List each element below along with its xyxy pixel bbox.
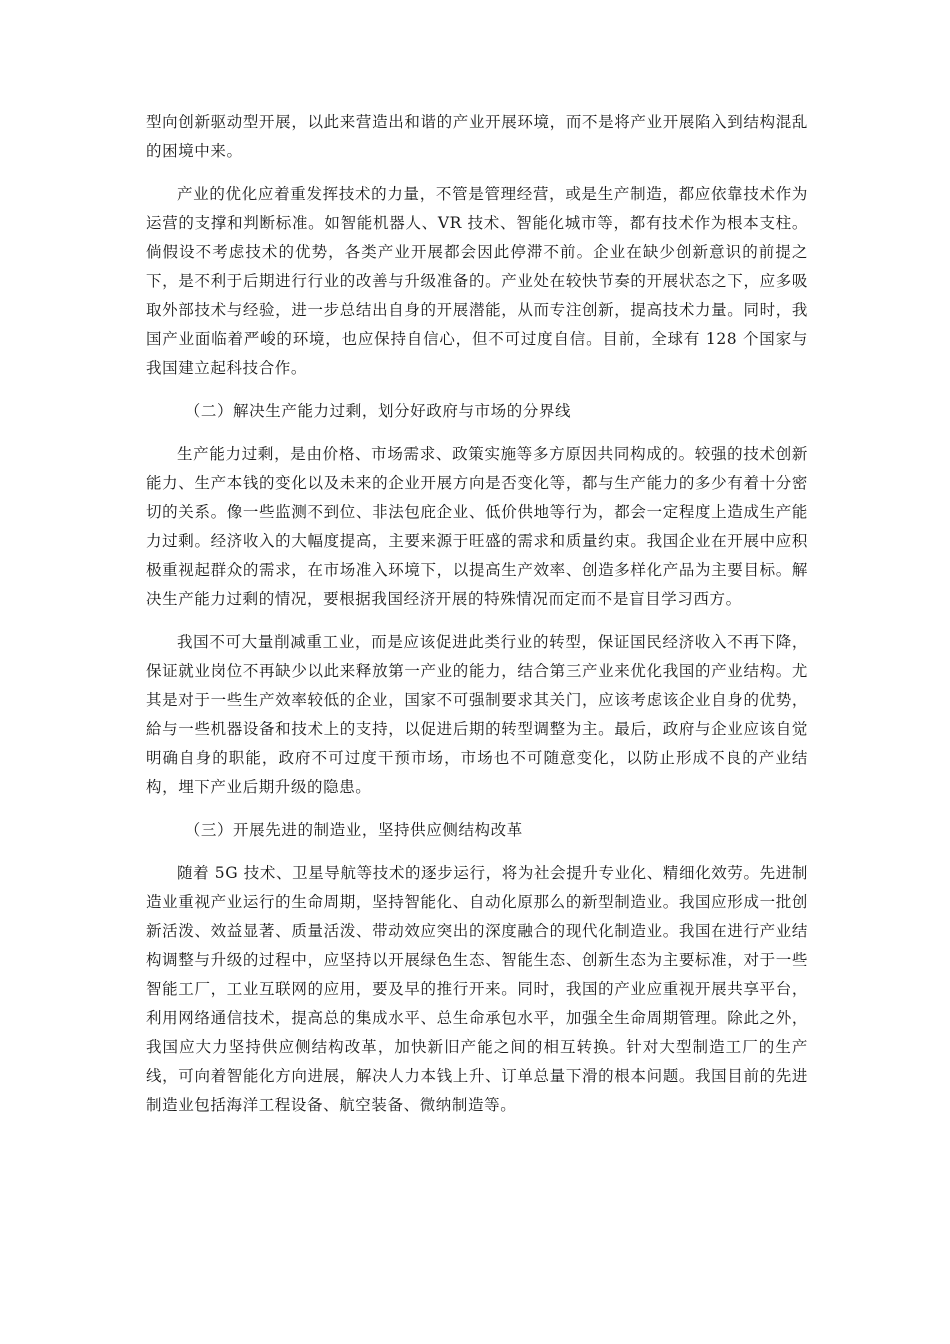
document-body <box>146 108 808 1134</box>
section-heading-2: （二）解决生产能力过剩，划分好政府与市场的分界线 <box>184 402 572 420</box>
paragraph-heavy-industry: 我国不可大量削减重工业，而是应该促进此类行业的转型，保证国民经济收入不再下降，保证就业岗位不再缺少以此来释放第一产业的能力，结合第三产业来优化我国的产业结构。尤其是对于一些生产效率较低的企业，国家不可强制要求其关门，应该考虑该企业自身的优势，給与一些机器设备和技术上的支持，以促进后期的转型调整为主。最后，政府与企业应该自觉明确自身的职能，政府不可过度干预市场，市场也不可随意变化，以防止形成不良的产业结构，埋下产业后期升级的隐患。 <box>146 633 808 796</box>
paragraph-technology: 产业的优化应着重发挥技术的力量，不管是管理经营，或是生产制造，都应依靠技术作为运营的支撑和判断标准。如智能机器人、VR 技术、智能化城市等，都有技术作为根本支柱。倘假设不考虑技术的优势，各类产业开展都会因此停滞不前。企业在缺少创新意识的前提之下，是不利于后期进行行业的改善与升级准备的。产业处在较快节奏的开展状态之下，应多吸取外部技术与经验，进一步总结出自身的开展潜能，从而专注创新，提高技术力量。同时，我国产业面临着严峻的环境，也应保持自信心，但不可过度自信。目前，全球有 128 个国家与我国建立起科技合作。 <box>146 185 808 377</box>
paragraph-overcapacity: 生产能力过剩，是由价格、市场需求、政策实施等多方原因共同构成的。较强的技术创新能力、生产本钱的变化以及未来的企业开展方向是否变化等，都与生产能力的多少有着十分密切的关系。像一些监测不到位、非法包庇企业、低价供地等行为，都会一定程度上造成生产能力过剩。经济收入的大幅度提高，主要来源于旺盛的需求和质量约束。我国企业在开展中应积极重视起群众的需求，在市场准入环境下，以提高生产效率、创造多样化产品为主要目标。解决生产能力过剩的情况，要根据我国经济开展的特殊情况而定而不是盲目学习西方。 <box>146 445 808 608</box>
section-heading-3: （三）开展先进的制造业，坚持供应侧结构改革 <box>184 821 523 839</box>
paragraph-advanced-manufacturing: 随着 5G 技术、卫星导航等技术的逐步运行，将为社会提升专业化、精细化效劳。先进制造业重视产业运行的生命周期，坚持智能化、自动化原那么的新型制造业。我国应形成一批创新活泼、效益显著、质量活泼、带动效应突出的深度融合的现代化制造业。我国在进行产业结构调整与升级的过程中，应坚持以开展绿色生态、智能生态、创新生态为主要标准，对于一些智能工厂，工业互联网的应用，要及早的推行开来。同时，我国的产业应重视开展共享平台，利用网络通信技术，提高总的集成水平、总生命承包水平，加强全生命周期管理。除此之外，我国应大力坚持供应侧结构改革，加快新旧产能之间的相互转换。针对大型制造工厂的生产线，可向着智能化方向进展，解决人力本钱上升、订单总量下滑的根本问题。我国目前的先进制造业包括海洋工程设备、航空装备、微纳制造等。 <box>146 864 808 1114</box>
paragraph-continuation: 型向创新驱动型开展，以此来营造出和谐的产业开展环境，而不是将产业开展陷入到结构混乱的困境中来。 <box>146 113 808 160</box>
